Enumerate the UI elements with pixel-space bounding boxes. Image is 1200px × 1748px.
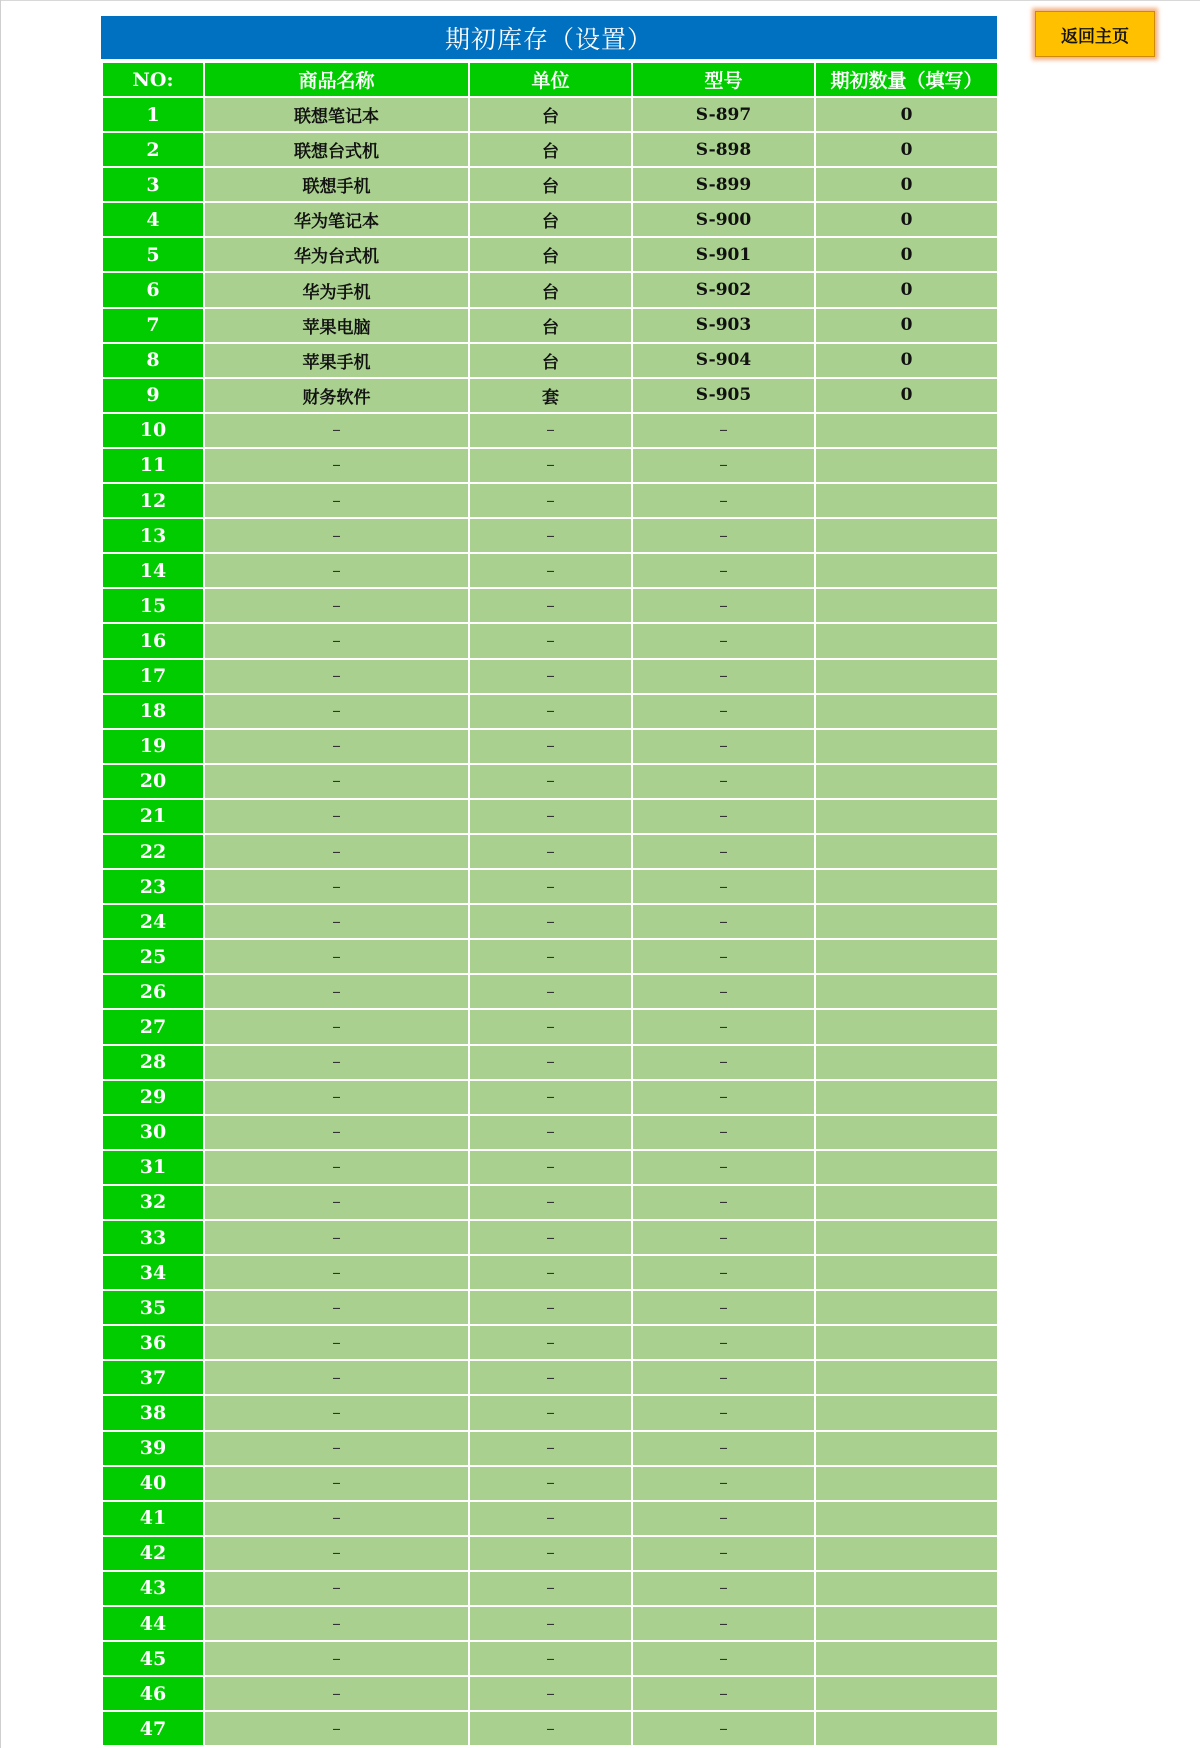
table-row [102,237,998,272]
model-cell[interactable]: S-901 [632,237,815,272]
product-name-cell[interactable]: 联想笔记本 [204,97,469,132]
row-number-cell[interactable]: 16 [102,623,204,658]
product-name-cell[interactable]: – [204,588,469,623]
row-number-cell[interactable]: 27 [102,1009,204,1044]
table-row [102,694,998,729]
product-name-cell[interactable]: – [204,1466,469,1501]
inventory-sheet [101,16,997,1747]
opening-quantity-cell[interactable] [815,1115,998,1150]
model-cell[interactable]: – [632,1220,815,1255]
table-row [102,1360,998,1395]
product-name-cell[interactable]: – [204,1220,469,1255]
table-row [102,308,998,343]
model-cell[interactable]: S-897 [632,97,815,132]
unit-cell[interactable]: – [469,1009,632,1044]
product-name-cell[interactable]: – [204,1360,469,1395]
row-number-cell[interactable]: 1 [102,97,204,132]
opening-quantity-cell[interactable] [815,869,998,904]
product-name-cell[interactable]: – [204,1395,469,1430]
product-name-cell[interactable]: – [204,483,469,518]
column-header-opening-quantity[interactable]: 期初数量（填写） [815,62,998,97]
table-row [102,1641,998,1676]
model-cell[interactable]: – [632,729,815,764]
opening-quantity-cell[interactable] [815,1395,998,1430]
table-row [102,588,998,623]
row-number-cell[interactable]: 15 [102,588,204,623]
model-cell[interactable]: – [632,1711,815,1746]
product-name-cell[interactable]: – [204,1676,469,1711]
model-cell[interactable]: – [632,904,815,939]
row-number-cell[interactable]: 21 [102,799,204,834]
opening-quantity-cell[interactable] [815,1676,998,1711]
model-cell[interactable]: – [632,1676,815,1711]
product-name-cell[interactable]: – [204,1185,469,1220]
unit-cell[interactable]: – [469,1325,632,1360]
unit-cell[interactable]: – [469,1255,632,1290]
product-name-cell[interactable]: – [204,939,469,974]
row-number-cell[interactable]: 41 [102,1501,204,1536]
model-cell[interactable]: – [632,694,815,729]
unit-cell[interactable]: – [469,939,632,974]
unit-cell[interactable]: – [469,764,632,799]
unit-cell[interactable]: 台 [469,308,632,343]
unit-cell[interactable]: – [469,1185,632,1220]
product-name-cell[interactable]: – [204,869,469,904]
table-row [102,764,998,799]
table-row [102,1045,998,1080]
table-row [102,974,998,1009]
product-name-cell[interactable]: – [204,1501,469,1536]
row-number-cell[interactable]: 19 [102,729,204,764]
product-name-cell[interactable]: – [204,694,469,729]
header-row [102,62,998,97]
opening-quantity-cell[interactable] [815,1466,998,1501]
inventory-table [101,61,999,1747]
table-row [102,1150,998,1185]
opening-quantity-cell[interactable] [815,623,998,658]
model-cell[interactable]: – [632,413,815,448]
product-name-cell[interactable]: – [204,553,469,588]
product-name-cell[interactable]: – [204,1115,469,1150]
unit-cell[interactable]: – [469,483,632,518]
product-name-cell[interactable]: – [204,904,469,939]
opening-quantity-cell[interactable] [815,1325,998,1360]
model-cell[interactable]: – [632,1606,815,1641]
opening-quantity-cell[interactable] [815,553,998,588]
model-cell[interactable]: – [632,1325,815,1360]
table-row [102,1536,998,1571]
table-row [102,1395,998,1430]
model-cell[interactable]: – [632,1290,815,1325]
column-header-unit[interactable]: 单位 [469,62,632,97]
opening-quantity-cell[interactable] [815,1606,998,1641]
model-cell[interactable]: – [632,1115,815,1150]
product-name-cell[interactable]: – [204,1150,469,1185]
row-number-cell[interactable]: 30 [102,1115,204,1150]
model-cell[interactable]: – [632,1045,815,1080]
table-row [102,1606,998,1641]
opening-quantity-cell[interactable] [815,1501,998,1536]
model-cell[interactable]: – [632,1431,815,1466]
table-row [102,904,998,939]
product-name-cell[interactable]: 财务软件 [204,378,469,413]
return-home-button[interactable]: 返回主页 [1035,11,1155,57]
unit-cell[interactable]: – [469,1290,632,1325]
table-row [102,1466,998,1501]
table-body [102,97,998,1746]
model-cell[interactable]: S-905 [632,378,815,413]
unit-cell[interactable]: 台 [469,97,632,132]
model-cell[interactable]: – [632,764,815,799]
unit-cell[interactable]: – [469,1501,632,1536]
unit-cell[interactable]: – [469,904,632,939]
row-number-cell[interactable]: 42 [102,1536,204,1571]
row-number-cell[interactable]: 17 [102,659,204,694]
table-row [102,1676,998,1711]
opening-quantity-cell[interactable] [815,483,998,518]
unit-cell[interactable]: – [469,623,632,658]
model-cell[interactable]: – [632,1360,815,1395]
opening-quantity-cell[interactable]: 0 [815,308,998,343]
table-row [102,1571,998,1606]
unit-cell[interactable]: – [469,1045,632,1080]
model-cell[interactable]: – [632,518,815,553]
model-cell[interactable]: – [632,553,815,588]
model-cell[interactable]: – [632,1395,815,1430]
row-number-cell[interactable]: 38 [102,1395,204,1430]
opening-quantity-cell[interactable] [815,694,998,729]
unit-cell[interactable]: – [469,659,632,694]
unit-cell[interactable]: 台 [469,132,632,167]
opening-quantity-cell[interactable]: 0 [815,272,998,307]
row-number-cell[interactable]: 36 [102,1325,204,1360]
product-name-cell[interactable]: – [204,1325,469,1360]
model-cell[interactable]: – [632,1255,815,1290]
row-number-cell[interactable]: 5 [102,237,204,272]
opening-quantity-cell[interactable] [815,1150,998,1185]
model-cell[interactable]: – [632,1501,815,1536]
row-number-cell[interactable]: 11 [102,448,204,483]
table-row [102,1115,998,1150]
unit-cell[interactable]: – [469,1711,632,1746]
unit-cell[interactable]: – [469,799,632,834]
opening-quantity-cell[interactable]: 0 [815,97,998,132]
model-cell[interactable]: – [632,939,815,974]
product-name-cell[interactable]: – [204,413,469,448]
product-name-cell[interactable]: – [204,659,469,694]
product-name-cell[interactable]: – [204,764,469,799]
unit-cell[interactable]: – [469,1080,632,1115]
model-cell[interactable]: – [632,1009,815,1044]
unit-cell[interactable]: – [469,448,632,483]
model-cell[interactable]: – [632,974,815,1009]
table-row [102,1220,998,1255]
unit-cell[interactable]: – [469,588,632,623]
row-number-cell[interactable]: 26 [102,974,204,1009]
opening-quantity-cell[interactable] [815,1360,998,1395]
product-name-cell[interactable]: – [204,1571,469,1606]
model-cell[interactable]: S-899 [632,167,815,202]
opening-quantity-cell[interactable]: 0 [815,343,998,378]
product-name-cell[interactable]: 华为笔记本 [204,202,469,237]
opening-quantity-cell[interactable] [815,1641,998,1676]
product-name-cell[interactable]: – [204,1080,469,1115]
opening-quantity-cell[interactable]: 0 [815,378,998,413]
model-cell[interactable]: – [632,659,815,694]
model-cell[interactable]: – [632,869,815,904]
unit-cell[interactable]: – [469,1150,632,1185]
opening-quantity-cell[interactable] [815,1080,998,1115]
column-header-model[interactable]: 型号 [632,62,815,97]
table-row [102,167,998,202]
table-row [102,1290,998,1325]
row-number-cell[interactable]: 31 [102,1150,204,1185]
table-row [102,518,998,553]
unit-cell[interactable]: – [469,834,632,869]
model-cell[interactable]: – [632,623,815,658]
table-row [102,272,998,307]
table-row [102,132,998,167]
product-name-cell[interactable]: – [204,518,469,553]
row-number-cell[interactable]: 12 [102,483,204,518]
unit-cell[interactable]: 台 [469,272,632,307]
opening-quantity-cell[interactable] [815,939,998,974]
unit-cell[interactable]: – [469,1466,632,1501]
row-number-cell[interactable]: 33 [102,1220,204,1255]
product-name-cell[interactable]: 联想手机 [204,167,469,202]
opening-quantity-cell[interactable] [815,1431,998,1466]
row-number-cell[interactable]: 4 [102,202,204,237]
model-cell[interactable]: S-903 [632,308,815,343]
model-cell[interactable]: – [632,834,815,869]
opening-quantity-cell[interactable] [815,834,998,869]
unit-cell[interactable]: – [469,1115,632,1150]
opening-quantity-cell[interactable] [815,448,998,483]
table-row [102,799,998,834]
window-top-edge [0,0,1200,1]
product-name-cell[interactable]: – [204,974,469,1009]
window-left-edge [0,0,1,1748]
unit-cell[interactable]: – [469,553,632,588]
opening-quantity-cell[interactable] [815,518,998,553]
unit-cell[interactable]: 套 [469,378,632,413]
opening-quantity-cell[interactable] [815,764,998,799]
table-row [102,97,998,132]
product-name-cell[interactable]: – [204,1009,469,1044]
unit-cell[interactable]: – [469,518,632,553]
unit-cell[interactable]: – [469,1220,632,1255]
opening-quantity-cell[interactable]: 0 [815,167,998,202]
product-name-cell[interactable]: – [204,1536,469,1571]
unit-cell[interactable]: – [469,1676,632,1711]
product-name-cell[interactable]: – [204,1606,469,1641]
model-cell[interactable]: – [632,1185,815,1220]
product-name-cell[interactable]: – [204,799,469,834]
unit-cell[interactable]: – [469,694,632,729]
unit-cell[interactable]: – [469,1395,632,1430]
model-cell[interactable]: S-902 [632,272,815,307]
unit-cell[interactable]: 台 [469,202,632,237]
row-number-cell[interactable]: 34 [102,1255,204,1290]
table-row [102,413,998,448]
row-number-cell[interactable]: 25 [102,939,204,974]
table-row [102,1080,998,1115]
unit-cell[interactable]: – [469,413,632,448]
row-number-cell[interactable]: 23 [102,869,204,904]
model-cell[interactable]: – [632,1571,815,1606]
table-header [102,62,998,97]
table-row [102,659,998,694]
row-number-cell[interactable]: 44 [102,1606,204,1641]
row-number-cell[interactable]: 45 [102,1641,204,1676]
model-cell[interactable]: – [632,448,815,483]
row-number-cell[interactable]: 22 [102,834,204,869]
row-number-cell[interactable]: 40 [102,1466,204,1501]
opening-quantity-cell[interactable] [815,659,998,694]
row-number-cell[interactable]: 10 [102,413,204,448]
row-number-cell[interactable]: 2 [102,132,204,167]
table-row [102,553,998,588]
product-name-cell[interactable]: 苹果手机 [204,343,469,378]
unit-cell[interactable]: 台 [469,237,632,272]
opening-quantity-cell[interactable]: 0 [815,237,998,272]
table-row [102,939,998,974]
sheet-title: 期初库存（设置） [101,16,997,61]
model-cell[interactable]: – [632,1536,815,1571]
product-name-cell[interactable]: 华为手机 [204,272,469,307]
row-number-cell[interactable]: 20 [102,764,204,799]
table-row [102,343,998,378]
opening-quantity-cell[interactable] [815,729,998,764]
unit-cell[interactable]: – [469,1606,632,1641]
table-row [102,378,998,413]
table-row [102,869,998,904]
row-number-cell[interactable]: 7 [102,308,204,343]
table-row [102,1431,998,1466]
column-header-no[interactable]: NO: [102,62,204,97]
row-number-cell[interactable]: 28 [102,1045,204,1080]
unit-cell[interactable]: – [469,1360,632,1395]
table-row [102,623,998,658]
unit-cell[interactable]: – [469,1571,632,1606]
opening-quantity-cell[interactable]: 0 [815,132,998,167]
opening-quantity-cell[interactable]: 0 [815,202,998,237]
row-number-cell[interactable]: 3 [102,167,204,202]
row-number-cell[interactable]: 14 [102,553,204,588]
table-row [102,1185,998,1220]
row-number-cell[interactable]: 8 [102,343,204,378]
opening-quantity-cell[interactable] [815,588,998,623]
opening-quantity-cell[interactable] [815,1185,998,1220]
row-number-cell[interactable]: 39 [102,1431,204,1466]
model-cell[interactable]: – [632,483,815,518]
opening-quantity-cell[interactable] [815,1536,998,1571]
model-cell[interactable]: – [632,1466,815,1501]
table-row [102,202,998,237]
model-cell[interactable]: – [632,588,815,623]
model-cell[interactable]: – [632,1641,815,1676]
table-row [102,1009,998,1044]
table-row [102,483,998,518]
row-number-cell[interactable]: 46 [102,1676,204,1711]
unit-cell[interactable]: – [469,974,632,1009]
product-name-cell[interactable]: – [204,1711,469,1746]
product-name-cell[interactable]: – [204,729,469,764]
product-name-cell[interactable]: 联想台式机 [204,132,469,167]
row-number-cell[interactable]: 29 [102,1080,204,1115]
row-number-cell[interactable]: 37 [102,1360,204,1395]
opening-quantity-cell[interactable] [815,1255,998,1290]
model-cell[interactable]: – [632,799,815,834]
table-row [102,1255,998,1290]
model-cell[interactable]: S-898 [632,132,815,167]
opening-quantity-cell[interactable] [815,904,998,939]
unit-cell[interactable]: 台 [469,167,632,202]
table-row [102,1711,998,1746]
row-number-cell[interactable]: 35 [102,1290,204,1325]
product-name-cell[interactable]: – [204,1045,469,1080]
product-name-cell[interactable]: – [204,1641,469,1676]
row-number-cell[interactable]: 43 [102,1571,204,1606]
unit-cell[interactable]: – [469,1641,632,1676]
product-name-cell[interactable]: – [204,623,469,658]
model-cell[interactable]: S-900 [632,202,815,237]
product-name-cell[interactable]: – [204,448,469,483]
product-name-cell[interactable]: 苹果电脑 [204,308,469,343]
column-header-product-name[interactable]: 商品名称 [204,62,469,97]
opening-quantity-cell[interactable] [815,1711,998,1746]
table-row [102,729,998,764]
opening-quantity-cell[interactable] [815,799,998,834]
unit-cell[interactable]: 台 [469,343,632,378]
product-name-cell[interactable]: – [204,834,469,869]
table-row [102,834,998,869]
row-number-cell[interactable]: 13 [102,518,204,553]
product-name-cell[interactable]: – [204,1290,469,1325]
opening-quantity-cell[interactable] [815,1045,998,1080]
model-cell[interactable]: S-904 [632,343,815,378]
opening-quantity-cell[interactable] [815,1571,998,1606]
row-number-cell[interactable]: 6 [102,272,204,307]
opening-quantity-cell[interactable] [815,1290,998,1325]
row-number-cell[interactable]: 24 [102,904,204,939]
model-cell[interactable]: – [632,1150,815,1185]
table-row [102,448,998,483]
product-name-cell[interactable]: – [204,1431,469,1466]
table-row [102,1501,998,1536]
model-cell[interactable]: – [632,1080,815,1115]
opening-quantity-cell[interactable] [815,1009,998,1044]
product-name-cell[interactable]: 华为台式机 [204,237,469,272]
unit-cell[interactable]: – [469,1431,632,1466]
opening-quantity-cell[interactable] [815,413,998,448]
opening-quantity-cell[interactable] [815,1220,998,1255]
row-number-cell[interactable]: 32 [102,1185,204,1220]
opening-quantity-cell[interactable] [815,974,998,1009]
row-number-cell[interactable]: 18 [102,694,204,729]
product-name-cell[interactable]: – [204,1255,469,1290]
row-number-cell[interactable]: 9 [102,378,204,413]
unit-cell[interactable]: – [469,869,632,904]
table-row [102,1325,998,1360]
row-number-cell[interactable]: 47 [102,1711,204,1746]
unit-cell[interactable]: – [469,729,632,764]
unit-cell[interactable]: – [469,1536,632,1571]
